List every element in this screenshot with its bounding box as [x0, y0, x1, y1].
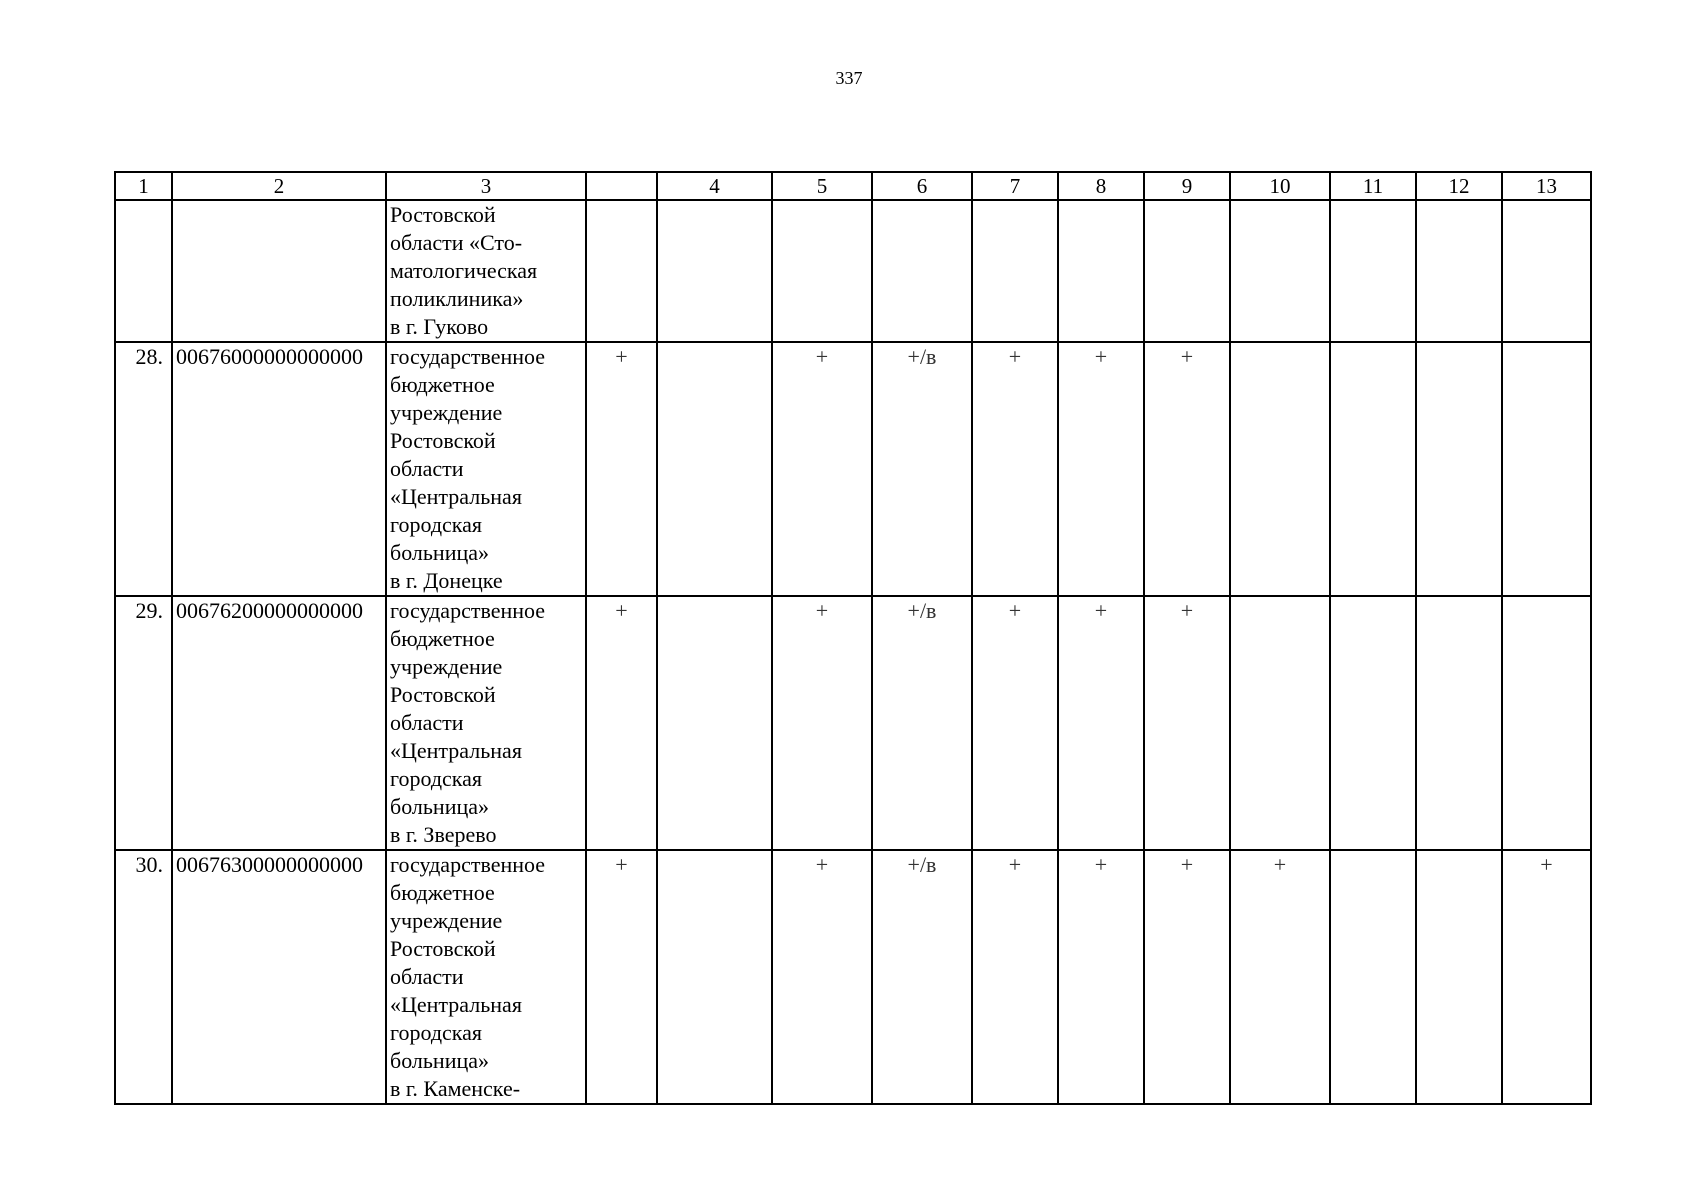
mark-cell	[657, 200, 772, 342]
mark-cell	[1330, 200, 1416, 342]
table-row	[115, 342, 1591, 596]
name-line: «Центральная	[390, 738, 522, 763]
mark-cell: +	[1058, 596, 1144, 850]
mark-cell	[657, 596, 772, 850]
name-line: учреждение	[390, 908, 503, 933]
page-number: 337	[835, 68, 863, 88]
header-cell: 13	[1502, 172, 1591, 200]
name-line: городская	[390, 766, 483, 791]
mark-cell: +	[586, 342, 657, 596]
mark-cell: +	[586, 596, 657, 850]
mark-cell	[1230, 200, 1330, 342]
header-cell	[586, 172, 657, 200]
header-cell: 9	[1144, 172, 1230, 200]
name-line: больница»	[390, 540, 489, 565]
name-line: в г. Гуково	[390, 314, 489, 339]
mark-cell	[586, 200, 657, 342]
mark-cell	[1502, 200, 1591, 342]
header-cell: 7	[972, 172, 1058, 200]
name-line: Ростовской	[390, 428, 496, 453]
data-table	[114, 171, 1592, 1105]
table-row	[115, 850, 1591, 1104]
mark-cell	[657, 850, 772, 1104]
name-line: матологическая	[390, 258, 538, 283]
institution-name-cell	[386, 342, 586, 596]
name-line: учреждение	[390, 654, 503, 679]
header-row	[115, 172, 1591, 200]
name-line: области	[390, 964, 464, 989]
name-line: городская	[390, 512, 483, 537]
mark-cell	[872, 200, 972, 342]
mark-cell: +	[1144, 342, 1230, 596]
mark-cell	[1416, 200, 1502, 342]
mark-cell	[1416, 596, 1502, 850]
code-cell	[172, 200, 386, 342]
row-number-cell: 28.	[115, 342, 172, 596]
mark-cell: +	[1058, 342, 1144, 596]
name-line: области «Сто-	[390, 230, 523, 255]
mark-cell	[772, 200, 872, 342]
mark-cell	[972, 200, 1058, 342]
mark-cell: +	[972, 342, 1058, 596]
row-number-cell: 30.	[115, 850, 172, 1104]
header-cell: 12	[1416, 172, 1502, 200]
name-line: городская	[390, 1020, 483, 1045]
mark-cell	[1144, 200, 1230, 342]
header-cell: 6	[872, 172, 972, 200]
name-line: бюджетное	[390, 880, 495, 905]
mark-cell	[1416, 342, 1502, 596]
mark-cell	[1330, 850, 1416, 1104]
mark-cell: +	[1144, 850, 1230, 1104]
mark-cell: +/в	[872, 850, 972, 1104]
row-number-cell	[115, 200, 172, 342]
name-line: бюджетное	[390, 626, 495, 651]
name-line: в г. Каменске-	[390, 1076, 521, 1101]
institution-name-cell	[386, 596, 586, 850]
code-cell: 00676200000000000	[172, 596, 386, 850]
name-line: области	[390, 710, 464, 735]
mark-cell	[1058, 200, 1144, 342]
code-cell: 00676000000000000	[172, 342, 386, 596]
header-cell: 4	[657, 172, 772, 200]
mark-cell: +	[1230, 850, 1330, 1104]
header-cell: 2	[172, 172, 386, 200]
table-row	[115, 200, 1591, 342]
name-line: государственное	[390, 852, 546, 877]
mark-cell: +	[772, 596, 872, 850]
institution-name-cell	[386, 200, 586, 342]
mark-cell: +/в	[872, 596, 972, 850]
name-line: больница»	[390, 794, 489, 819]
code-cell: 00676300000000000	[172, 850, 386, 1104]
name-line: поликлиника»	[390, 286, 524, 311]
name-line: в г. Донецке	[390, 568, 503, 593]
table-row	[115, 596, 1591, 850]
name-line: в г. Зверево	[390, 822, 497, 847]
mark-cell	[1330, 596, 1416, 850]
name-line: Ростовской	[390, 936, 496, 961]
mark-cell: +	[972, 596, 1058, 850]
table-body	[115, 172, 1591, 1104]
mark-cell	[1330, 342, 1416, 596]
mark-cell	[1502, 596, 1591, 850]
mark-cell: +	[972, 850, 1058, 1104]
header-cell: 1	[115, 172, 172, 200]
header-cell: 3	[386, 172, 586, 200]
row-number-cell: 29.	[115, 596, 172, 850]
name-line: области	[390, 456, 464, 481]
mark-cell	[657, 342, 772, 596]
mark-cell	[1230, 596, 1330, 850]
institution-name-cell	[386, 850, 586, 1104]
name-line: Ростовской	[390, 682, 496, 707]
mark-cell: +	[772, 342, 872, 596]
mark-cell: +	[1144, 596, 1230, 850]
mark-cell	[1230, 342, 1330, 596]
mark-cell	[1416, 850, 1502, 1104]
mark-cell	[1502, 342, 1591, 596]
name-line: «Центральная	[390, 992, 522, 1017]
name-line: Ростовской	[390, 202, 496, 227]
header-cell: 8	[1058, 172, 1144, 200]
header-cell: 10	[1230, 172, 1330, 200]
mark-cell: +	[1058, 850, 1144, 1104]
mark-cell: +/в	[872, 342, 972, 596]
mark-cell: +	[586, 850, 657, 1104]
header-cell: 11	[1330, 172, 1416, 200]
mark-cell: +	[772, 850, 872, 1104]
name-line: учреждение	[390, 400, 503, 425]
name-line: больница»	[390, 1048, 489, 1073]
header-cell: 5	[772, 172, 872, 200]
name-line: бюджетное	[390, 372, 495, 397]
mark-cell: +	[1502, 850, 1591, 1104]
name-line: государственное	[390, 598, 546, 623]
name-line: государственное	[390, 344, 546, 369]
name-line: «Центральная	[390, 484, 522, 509]
